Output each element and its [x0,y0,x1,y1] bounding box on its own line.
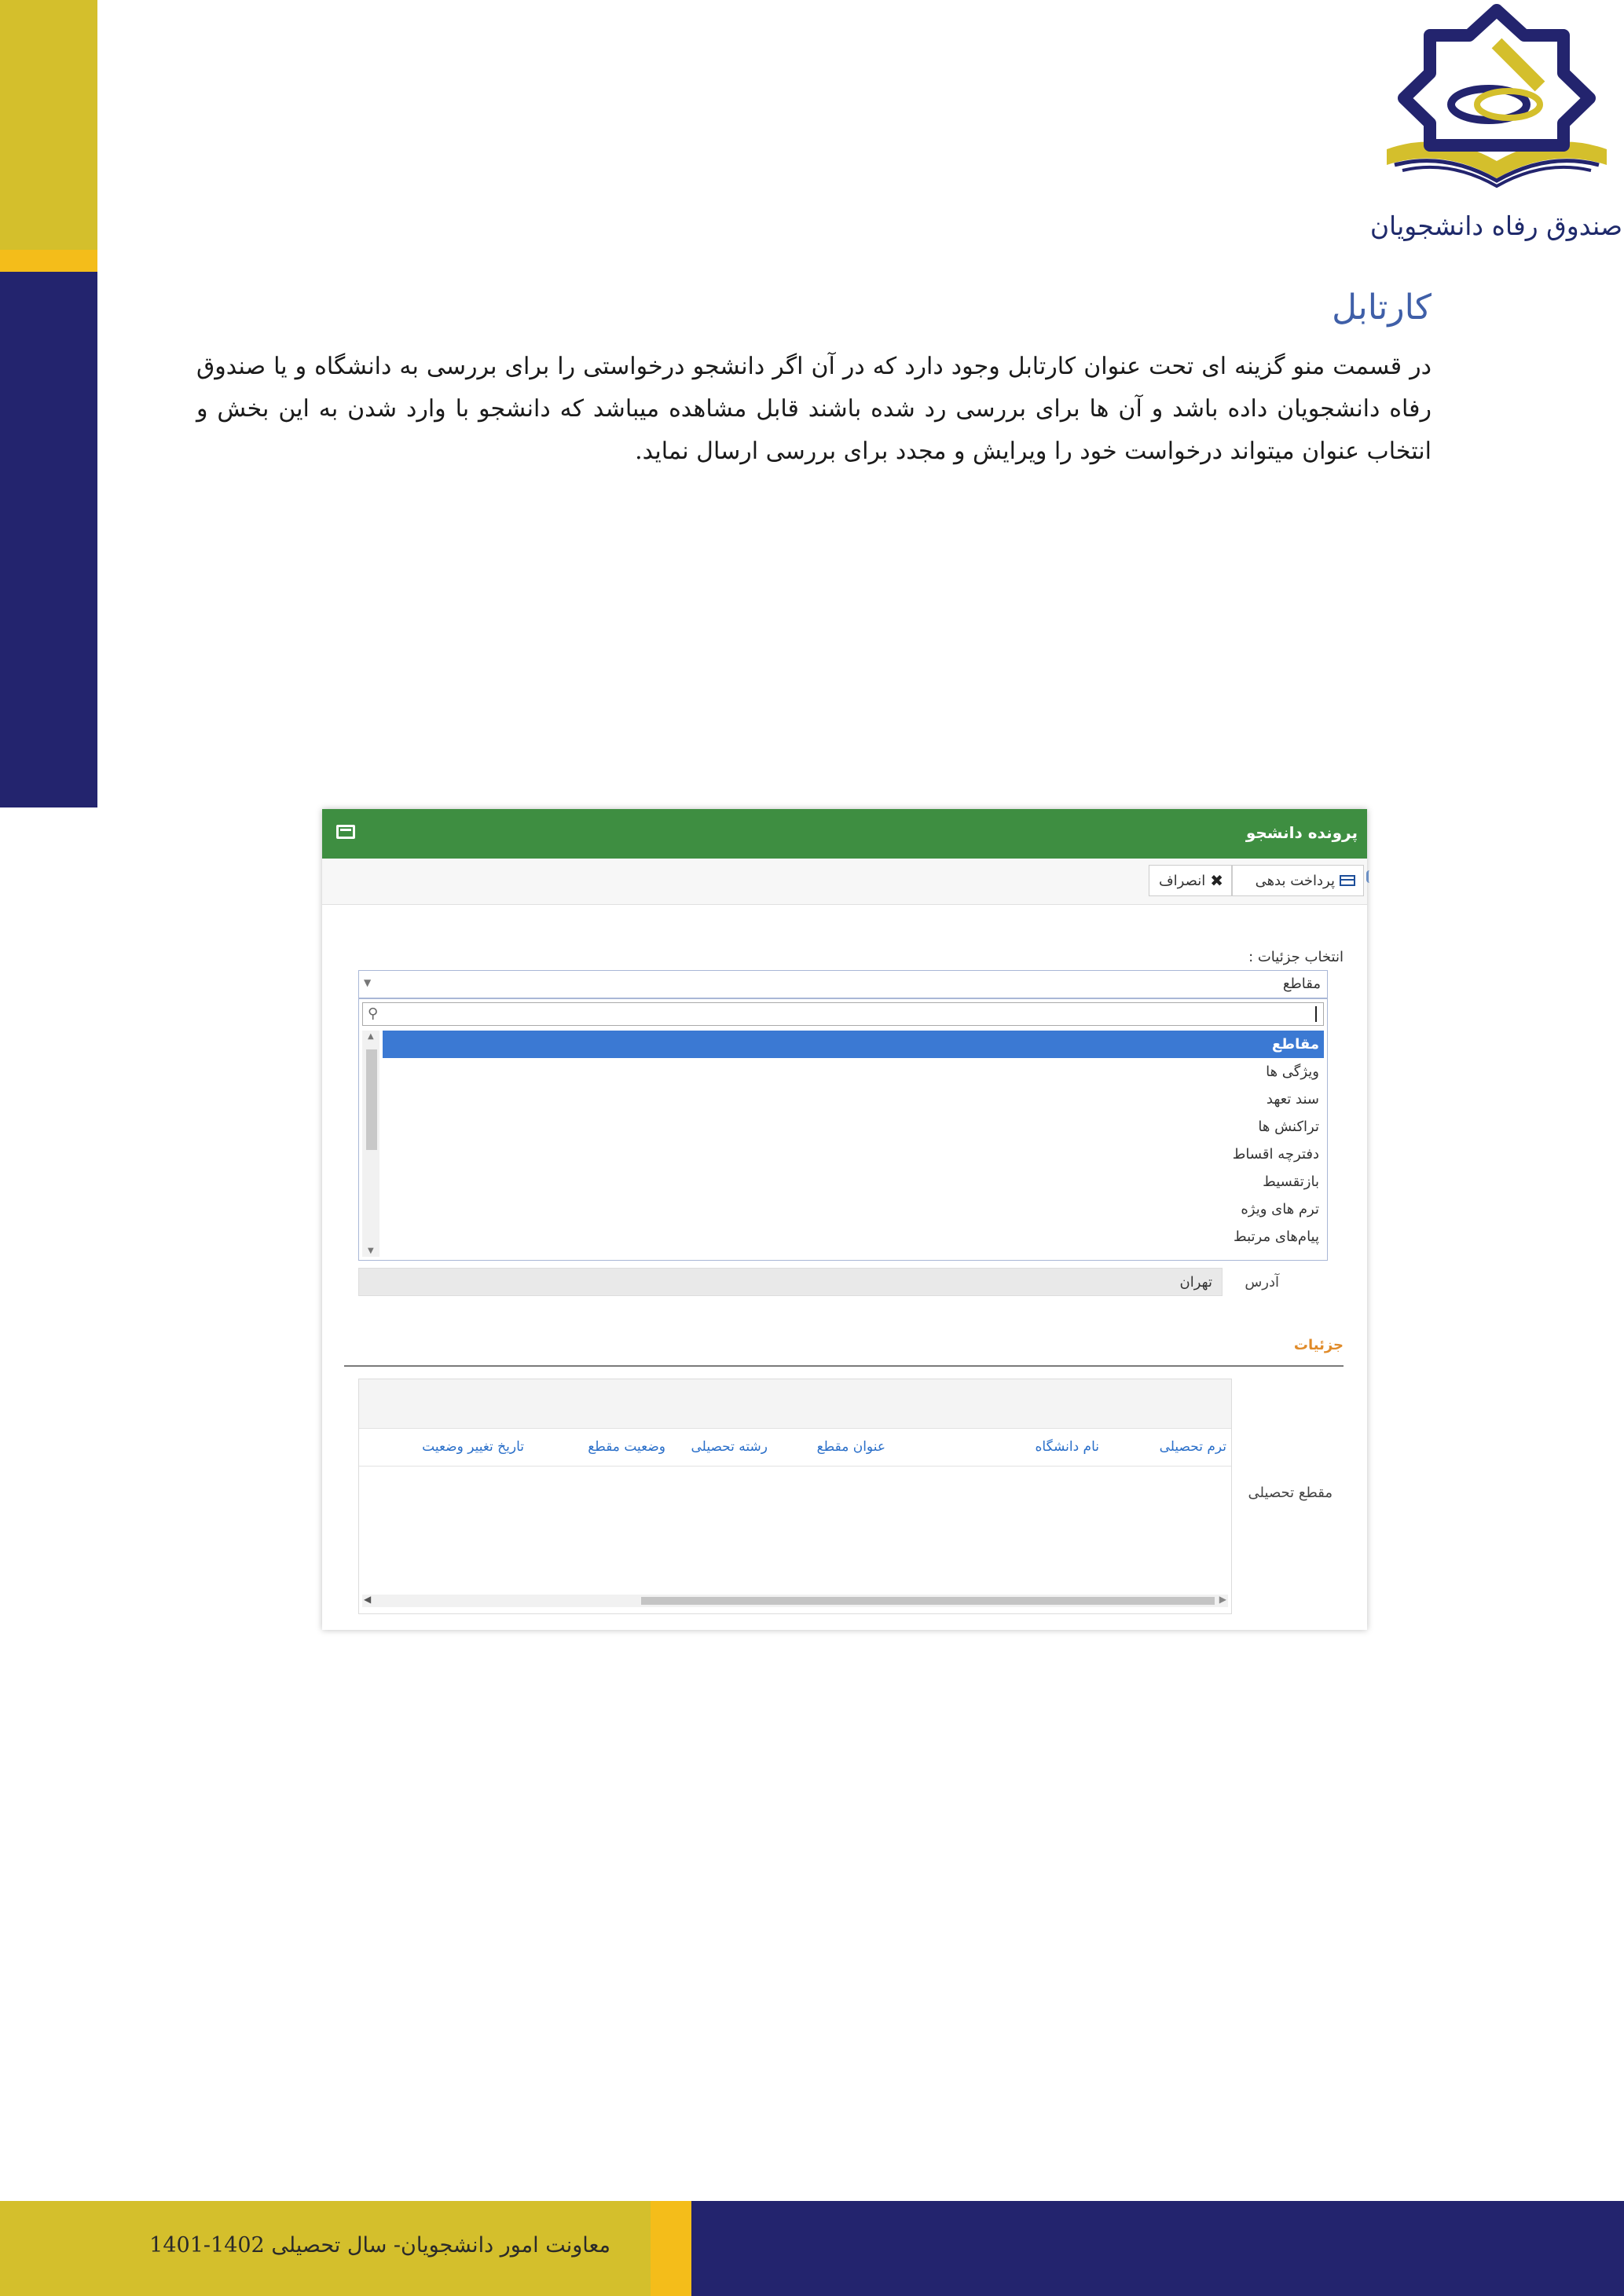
details-select-value: مقاطع [1282,976,1321,992]
close-icon: ✖ [1210,871,1223,890]
left-bar-yellow [0,0,97,250]
dropdown-option[interactable]: ترم های ویژه [1241,1201,1319,1218]
pay-debt-button[interactable] [1232,865,1364,896]
address-field [358,1268,1223,1296]
scroll-right-icon[interactable]: ▶ [1219,1594,1226,1605]
cancel-button[interactable] [1149,865,1232,896]
section-heading: کارتابل [1332,287,1432,328]
details-section-title: جزئیات [1293,1337,1344,1353]
left-bar-orange [0,250,97,272]
scrollbar-thumb[interactable] [366,1049,377,1150]
scroll-up-icon[interactable]: ▲ [368,1032,374,1041]
footer-bar-navy [691,2201,1624,2296]
grid-horizontal-scrollbar[interactable] [362,1595,1228,1607]
footer-bar-orange [651,2201,691,2296]
search-icon: ⚲ [368,1005,379,1022]
organization-name: صندوق رفاه دانشجویان [1369,211,1622,241]
minimize-icon[interactable] [336,825,355,839]
dropdown-search-input[interactable] [362,1002,1324,1026]
dropdown-option[interactable]: سند تعهد [1266,1091,1319,1108]
grid-toolbar [359,1379,1231,1429]
column-header[interactable]: ترم تحصیلی [1159,1439,1226,1455]
dropdown-option[interactable]: تراکنش ها [1258,1119,1319,1135]
student-file-window [322,809,1367,1630]
details-dropdown [358,998,1328,1261]
dropdown-options [383,1031,1324,1251]
dropdown-option[interactable]: مقاطع [383,1031,1324,1058]
chevron-down-icon: ▼ [364,977,372,988]
column-header[interactable]: وضعیت مقطع [588,1439,665,1455]
column-header[interactable]: رشته تحصیلی [691,1439,768,1455]
credit-card-icon [1340,875,1355,886]
pay-debt-label: پرداخت بدهی [1255,872,1335,889]
window-title: پرونده دانشجو [1245,823,1358,842]
grid-label: مقطع تحصیلی [1248,1485,1333,1501]
address-label: آدرس [1245,1274,1279,1291]
grid-header-row [359,1428,1231,1467]
section-paragraph: در قسمت منو گزینه ای تحت عنوان کارتابل وجود دارد که در آن اگر دانشجو درخواستی را برای بررسی به دانشگاه و یا صندوق رفاه دانشجویان داده باشد و آن ها برای بررسی رد شده باشند قابل مشاهده میباشد که دانشجو با وارد شدن به این بخش و انتخاب عنوان میتواند درخواست خود را ویرایش و مجدد برای بررسی ارسال نماید. [196,353,1432,465]
dropdown-option[interactable]: ویژگی ها [1266,1064,1319,1080]
degrees-grid [358,1379,1232,1614]
dropdown-option[interactable]: پیام‌های مرتبط [1234,1229,1319,1245]
side-panel-toggle-icon[interactable] [1366,870,1375,883]
scroll-left-icon[interactable]: ◀ [364,1594,372,1605]
window-toolbar [322,859,1367,905]
details-select[interactable] [358,970,1328,998]
section-divider [344,1365,1344,1367]
dropdown-scrollbar[interactable] [362,1031,379,1257]
text-caret [1315,1006,1317,1022]
window-header [322,809,1367,859]
column-header[interactable]: تاریخ تغییر وضعیت [422,1439,524,1455]
cancel-label: انصراف [1159,872,1206,889]
address-value: تهران [1179,1274,1212,1291]
column-header[interactable]: عنوان مقطع [816,1439,885,1455]
scroll-down-icon[interactable]: ▼ [368,1247,374,1255]
column-header[interactable]: نام دانشگاه [1035,1439,1099,1455]
footer-text: معاونت امور دانشجویان- سال تحصیلی 1402-1401 [149,2233,610,2258]
left-bar-navy [0,272,97,807]
select-details-label: انتخاب جزئیات : [1248,949,1344,965]
scrollbar-thumb[interactable] [641,1597,1215,1605]
dropdown-option[interactable]: دفترچه اقساط [1232,1146,1319,1163]
organization-logo-icon [1371,4,1622,192]
dropdown-option[interactable]: بازتقسیط [1263,1174,1319,1190]
